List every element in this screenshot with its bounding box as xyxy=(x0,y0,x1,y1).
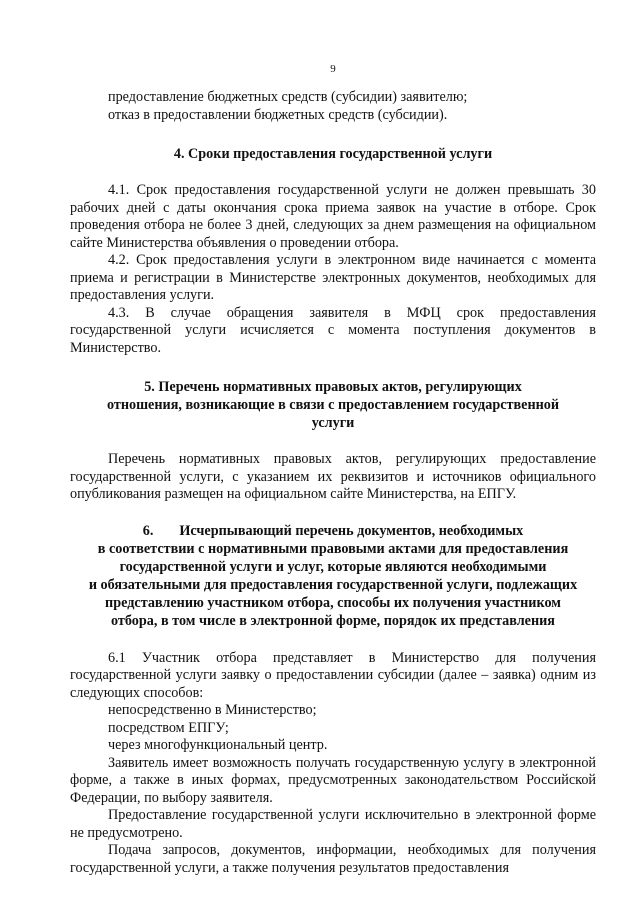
section-6-list-item-3: через многофункциональный центр. xyxy=(108,737,328,753)
section-6-paragraph-1: 6.1 Участник отбора представляет в Министерство для получения государственной услуги заявку о предоставлении субсидии (далее – заявка) одним из следующих способов: xyxy=(70,649,596,701)
section-6-list-item-2: посредством ЕПГУ; xyxy=(108,719,229,736)
list-item-top-1: предоставление бюджетных средств (субсидии) заявителю; xyxy=(108,89,468,105)
section-6-heading-line-4: и обязательными для предоставления государственной услуги, подлежащих xyxy=(88,576,578,593)
section-6-number: 6. xyxy=(142,522,154,539)
page-number: 9 xyxy=(330,63,336,75)
list-item-top-2: отказ в предоставлении бюджетных средств (субсидии). xyxy=(108,106,448,123)
section-6-paragraph-2: Заявитель имеет возможность получать государственную услугу в электронной форме, а также в иных формах, предусмотренных законодательством Российской Федерации, по выбору заявителя. xyxy=(70,754,596,806)
section-6-heading-line-1 xyxy=(70,522,596,540)
section-6-paragraph-3: Предоставление государственной услуги исключительно в электронной форме не предусмотрено. xyxy=(70,807,596,841)
section-6-heading-line-5: представлению участником отбора, способы их получения участником xyxy=(105,594,561,611)
section-4-paragraph-3: 4.3. В случае обращения заявителя в МФЦ срок предоставления государственной услуги исчисляется с момента поступления документов в Министерство. xyxy=(70,304,596,356)
section-6-heading-text-1: Исчерпывающий перечень документов, необходимых xyxy=(179,522,524,539)
section-6-heading xyxy=(70,522,596,630)
section-6-paragraph-4: Подача запросов, документов, информации, необходимых для получения государственной услуги, а также получения результатов предоставления xyxy=(70,842,596,876)
section-4-paragraph-1: 4.1. Срок предоставления государственной услуги не должен превышать 30 рабочих дней с даты окончания срока приема заявок на участие в отборе. Срок проведения отбора не более 3 дней, следующих за днем размещения на официальном сайте Министерства объявления о проведении отбора. xyxy=(70,182,596,251)
document-page xyxy=(70,0,596,905)
section-6-heading-line-3: государственной услуги и услуг, которые являются необходимыми xyxy=(119,558,547,575)
section-5-heading: 5. Перечень нормативных правовых актов, регулирующих отношения, возникающие в связи с предоставлением государственной услуги xyxy=(106,379,560,431)
section-4-heading: 4. Сроки предоставления государственной услуги xyxy=(173,146,493,162)
section-6-heading-line-6: отбора, в том числе в электронной форме, порядок их представления xyxy=(111,612,555,629)
section-6-heading-line-2: в соответствии с нормативными правовыми актами для предоставления xyxy=(97,540,569,557)
page-content xyxy=(70,89,596,877)
section-4-paragraph-2: 4.2. Срок предоставления услуги в электронном виде начинается с момента приема и регистрации в Министерстве электронных документов, необходимых для предоставления услуги. xyxy=(70,252,596,303)
section-5-paragraph-1: Перечень нормативных правовых актов, регулирующих предоставление государственной услуги, с указанием их реквизитов и источников официального опубликования размещен на официальном сайте Министерства, на ЕПГУ. xyxy=(70,451,596,502)
section-6-list-item-1: непосредственно в Министерство; xyxy=(108,702,317,718)
